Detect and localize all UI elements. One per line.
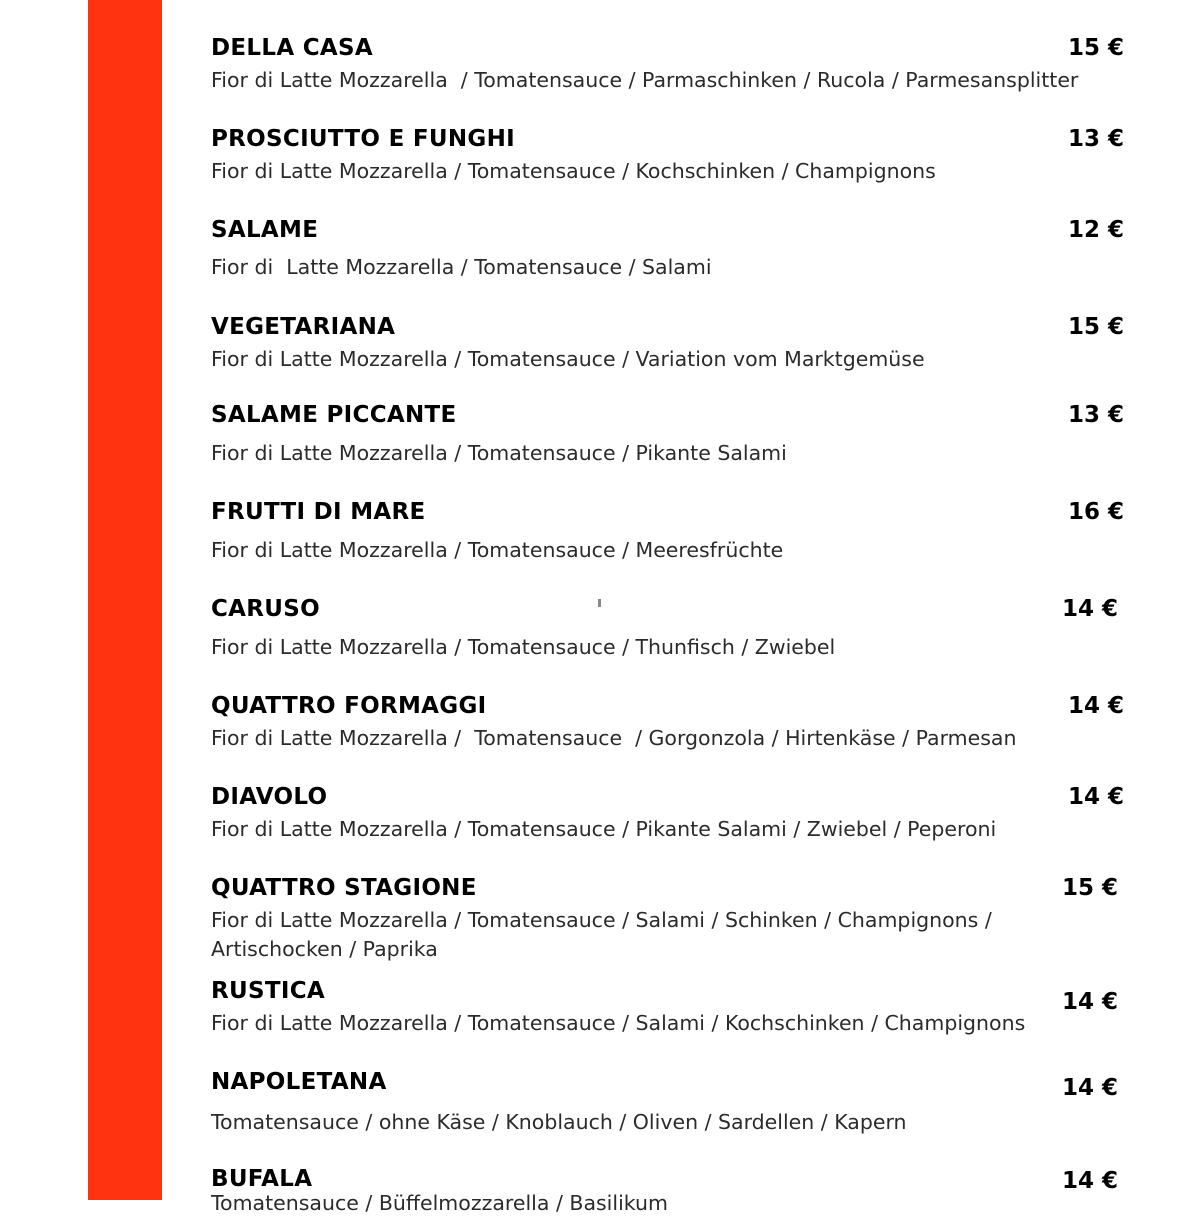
- item-price: 15 €: [1067, 314, 1124, 340]
- item-description: Fior di Latte Mozzarella / Tomatensauce / Salami / Kochschinken / Champignons: [211, 1011, 1026, 1035]
- item-description: Fior di Latte Mozzarella / Tomatensauce / Variation vom Marktgemüse: [211, 347, 925, 371]
- item-name: QUATTRO FORMAGGI: [211, 693, 487, 719]
- item-price: 15 €: [1061, 875, 1118, 901]
- item-price: 14 €: [1061, 989, 1118, 1015]
- item-name: SALAME PICCANTE: [211, 402, 457, 428]
- item-name: QUATTRO STAGIONE: [211, 875, 477, 901]
- accent-bar: [88, 0, 162, 1200]
- item-price: 15 €: [1067, 35, 1124, 61]
- item-name: DELLA CASA: [211, 35, 373, 61]
- item-price: 14 €: [1061, 1075, 1118, 1101]
- item-price: 14 €: [1061, 596, 1118, 622]
- item-description: Fior di Latte Mozzarella / Tomatensauce / Pikante Salami / Zwiebel / Peperoni: [211, 817, 997, 841]
- item-price: 16 €: [1067, 499, 1124, 525]
- item-description: Tomatensauce / ohne Käse / Knoblauch / Oliven / Sardellen / Kapern: [211, 1110, 907, 1134]
- item-description: Fior di Latte Mozzarella / Tomatensauce / Thunfisch / Zwiebel: [211, 635, 836, 659]
- item-name: DIAVOLO: [211, 784, 328, 810]
- item-price: 14 €: [1067, 693, 1124, 719]
- item-price: 14 €: [1061, 1168, 1118, 1194]
- item-name: RUSTICA: [211, 978, 325, 1004]
- item-price: 13 €: [1067, 402, 1124, 428]
- item-price: 12 €: [1067, 217, 1124, 243]
- item-name: NAPOLETANA: [211, 1069, 387, 1095]
- item-description: Fior di Latte Mozzarella / Tomatensauce / Pikante Salami: [211, 441, 787, 465]
- item-name: PROSCIUTTO E FUNGHI: [211, 126, 516, 152]
- item-name: BUFALA: [211, 1166, 313, 1192]
- item-description: Fior di Latte Mozzarella / Tomatensauce / Parmaschinken / Rucola / Parmesansplitter: [211, 68, 1079, 92]
- item-description: Fior di Latte Mozzarella / Tomatensauce / Salami / Schinken / Champignons / Artischocken / Paprika: [211, 908, 992, 961]
- stray-mark: [598, 599, 601, 607]
- item-name: FRUTTI DI MARE: [211, 499, 426, 525]
- item-name: SALAME: [211, 217, 319, 243]
- item-price: 13 €: [1067, 126, 1124, 152]
- item-price: 14 €: [1067, 784, 1124, 810]
- item-name: CARUSO: [211, 596, 320, 622]
- item-description: Fior di Latte Mozzarella / Tomatensauce / Gorgonzola / Hirtenkäse / Parmesan: [211, 726, 1017, 750]
- item-description: Fior di Latte Mozzarella / Tomatensauce / Meeresfrüchte: [211, 538, 784, 562]
- item-name: VEGETARIANA: [211, 314, 396, 340]
- item-description: Fior di Latte Mozzarella / Tomatensauce / Salami: [211, 255, 712, 279]
- item-description: Tomatensauce / Büffelmozzarella / Basilikum: [211, 1191, 668, 1215]
- item-description: Fior di Latte Mozzarella / Tomatensauce / Kochschinken / Champignons: [211, 159, 936, 183]
